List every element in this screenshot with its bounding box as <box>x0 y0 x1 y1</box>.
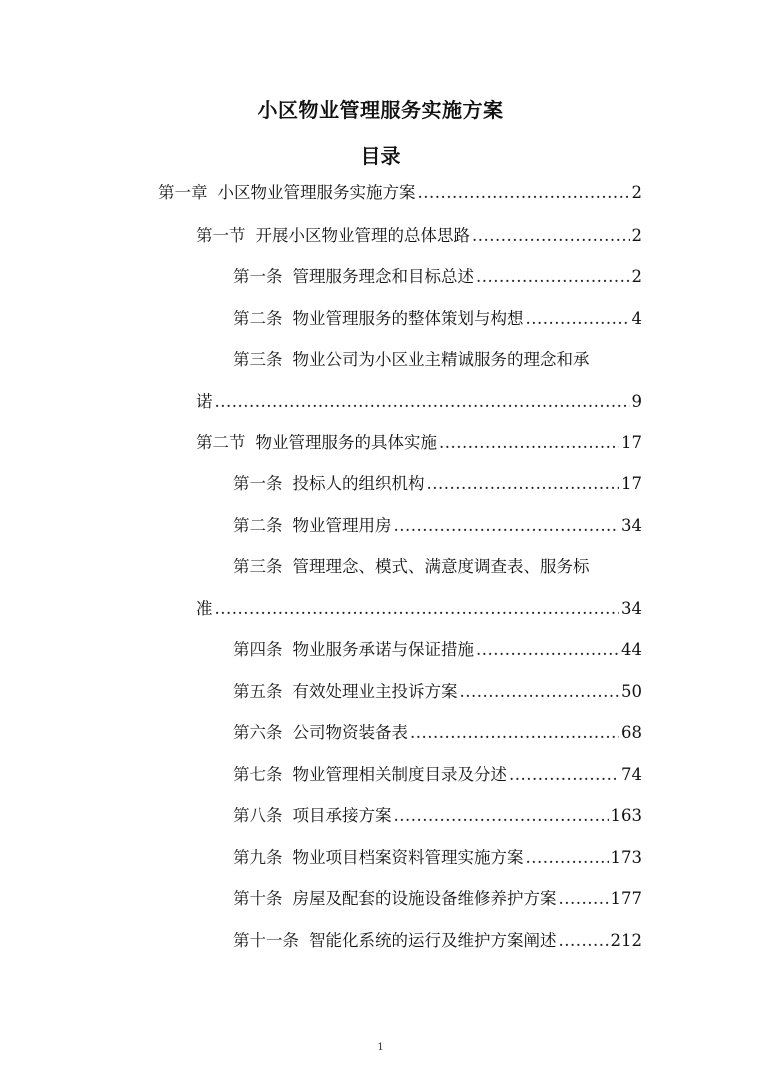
toc-entry-page: 163 <box>610 806 642 825</box>
toc-entry-article[interactable] <box>233 265 642 289</box>
toc-heading: 目录 <box>360 144 401 168</box>
toc-leader-dots <box>476 638 619 662</box>
toc-entry-article[interactable] <box>233 348 642 372</box>
toc-entry-page: 34 <box>621 599 642 618</box>
toc-leader-dots <box>394 514 620 538</box>
toc-entry-page: 9 <box>631 392 642 411</box>
toc-entry-title: 管理理念、模式、满意度调查表、服务标 <box>292 557 590 576</box>
toc-entry-continuation[interactable] <box>196 597 642 621</box>
toc-entry-number: 第一条 <box>233 267 283 286</box>
toc-entry-page: 34 <box>621 516 642 535</box>
toc-entry-title: 有效处理业主投诉方案 <box>292 682 458 701</box>
toc-entry-title: 管理服务理念和目标总述 <box>292 267 474 286</box>
toc-entry-article[interactable] <box>233 514 642 538</box>
toc-entry-title: 物业服务承诺与保证措施 <box>292 640 474 659</box>
toc-leader-dots <box>215 597 620 621</box>
toc-entry-continuation[interactable] <box>196 390 642 414</box>
toc-entry-page: 2 <box>631 267 642 286</box>
toc-entry-title: 开展小区物业管理的总体思路 <box>255 226 470 245</box>
toc-entry-page: 74 <box>621 765 642 784</box>
toc-entry-page: 44 <box>621 640 642 659</box>
toc-entry-page: 17 <box>621 433 642 452</box>
toc-leader-dots <box>526 307 630 331</box>
toc-leader-dots <box>215 390 630 414</box>
toc-entry-title: 物业公司为小区业主精诚服务的理念和承 <box>292 350 590 369</box>
toc-entry-title: 物业管理服务的具体实施 <box>255 433 437 452</box>
toc-entry-number: 第三条 <box>233 557 283 576</box>
toc-entry-chapter-1[interactable] <box>158 181 642 205</box>
toc-entry-title: 投标人的组织机构 <box>292 474 425 493</box>
toc-entry-number: 第四条 <box>233 640 283 659</box>
toc-leader-dots <box>509 763 619 787</box>
toc-leader-dots <box>559 929 609 953</box>
document-title: 小区物业管理服务实施方案 <box>257 98 504 122</box>
toc-entry-article[interactable] <box>233 472 642 496</box>
toc-leader-dots <box>418 181 630 205</box>
toc-entry-page: 2 <box>631 226 642 245</box>
toc-entry-article[interactable] <box>233 555 642 579</box>
toc-leader-dots <box>460 680 620 704</box>
toc-entry-title: 房屋及配套的设施设备维修养护方案 <box>292 889 557 908</box>
toc-entry-title-continued: 准 <box>196 599 213 618</box>
toc-entry-number: 第二条 <box>233 309 283 328</box>
toc-entry-number: 第一条 <box>233 474 283 493</box>
toc-leader-dots <box>526 846 609 870</box>
toc-entry-article[interactable] <box>233 721 642 745</box>
toc-entry-title: 物业项目档案资料管理实施方案 <box>292 848 524 867</box>
toc-entry-article[interactable] <box>233 804 642 828</box>
toc-entry-page: 17 <box>621 474 642 493</box>
toc-entry-title: 项目承接方案 <box>292 806 392 825</box>
toc-entry-article[interactable] <box>233 638 642 662</box>
toc-entry-number: 第十一条 <box>233 931 299 950</box>
toc-entry-number: 第五条 <box>233 682 283 701</box>
toc-entry-number: 第八条 <box>233 806 283 825</box>
toc-entry-article[interactable] <box>233 929 642 953</box>
toc-entry-page: 2 <box>631 183 642 202</box>
toc-entry-title: 小区物业管理服务实施方案 <box>217 183 416 202</box>
toc-entry-number: 第七条 <box>233 765 283 784</box>
toc-entry-number: 第一节 <box>196 226 246 245</box>
toc-leader-dots <box>394 804 609 828</box>
toc-entry-title: 物业管理服务的整体策划与构想 <box>292 309 524 328</box>
page-number: 1 <box>377 1042 384 1053</box>
toc-entry-article[interactable] <box>233 763 642 787</box>
toc-entry-page: 50 <box>621 682 642 701</box>
toc-entry-page: 68 <box>621 723 642 742</box>
toc-entry-number: 第十条 <box>233 889 283 908</box>
toc-leader-dots <box>439 431 619 455</box>
toc-entry-article[interactable] <box>233 887 642 911</box>
toc-entry-page: 4 <box>631 309 642 328</box>
toc-entry-section-1[interactable] <box>196 224 642 248</box>
toc-entry-page: 212 <box>610 931 642 950</box>
toc-leader-dots <box>472 224 630 248</box>
toc-entry-number: 第二条 <box>233 516 283 535</box>
toc-entry-number: 第一章 <box>158 183 208 202</box>
toc-leader-dots <box>410 721 619 745</box>
toc-entry-article[interactable] <box>233 846 642 870</box>
toc-entry-title: 公司物资装备表 <box>292 723 408 742</box>
toc-entry-title-continued: 诺 <box>196 392 213 411</box>
toc-entry-number: 第六条 <box>233 723 283 742</box>
toc-leader-dots <box>427 472 620 496</box>
toc-entry-title: 物业管理相关制度目录及分述 <box>292 765 507 784</box>
toc-entry-number: 第九条 <box>233 848 283 867</box>
toc-entry-page: 173 <box>610 848 642 867</box>
toc-entry-article[interactable] <box>233 307 642 331</box>
toc-entry-page: 177 <box>610 889 642 908</box>
toc-leader-dots <box>476 265 630 289</box>
toc-entry-section-2[interactable] <box>196 431 642 455</box>
toc-entry-number: 第二节 <box>196 433 246 452</box>
toc-entry-title: 智能化系统的运行及维护方案阐述 <box>309 931 557 950</box>
toc-entry-number: 第三条 <box>233 350 283 369</box>
toc-entry-article[interactable] <box>233 680 642 704</box>
toc-leader-dots <box>559 887 609 911</box>
toc-entry-title: 物业管理用房 <box>292 516 392 535</box>
